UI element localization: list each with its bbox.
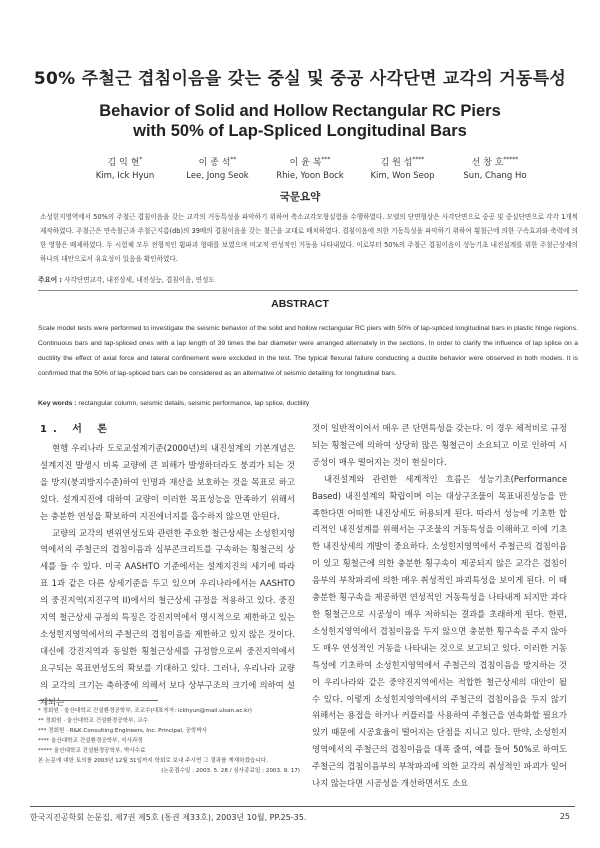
footnotes [38, 706, 300, 776]
author-2-name-en: Lee, Jong Seok [186, 171, 249, 181]
keywords-english-text: rectangular column, seismic details, seismic performance, lap splice, ductility [78, 400, 310, 407]
keywords-english [38, 400, 578, 407]
author-1-name-kr: 김 익 현 [107, 158, 140, 168]
author-5-mark: ***** [503, 156, 519, 163]
body-right-column [312, 420, 567, 792]
paper-title-korean: 50% 주철근 겹침이음을 갖는 중실 및 중공 사각단면 교각의 거동특성 [33, 69, 567, 89]
footnote: ***** 울산대학교 건설환경공학부, 박사수료 [38, 748, 146, 754]
footnote-divider [38, 700, 158, 701]
paragraph: 내진설계와 관련한 세계적인 흐름은 성능기초(Performance Based) 내진설계의 확립이며 이는 대상구조물이 목표내진성능을 만족한다면 어떠한 내진상세도 허용되게 된다. 따라서 성능에 기초한 합리적인 내진설계를 위해서는 구조물의 거동특성을 이해하고 이에 기초한 내진상세의 개발이 중요하다. 소성힌지영역에서 주철근의 겹침이음이 있고 횡철근에 의한 충분한 횡구속이 제공되지 않은 교각은 겹침이음부의 부착파괴에 의한 매우 취성적인 파괴특성을 보이게 된다. 이 때 충분한 횡구속을 제공하면 연성적인 거동특성을 나타내게 되지만 과다한 횡철근으로 시공성이 매우 저하되는 결과를 초래하게 된다. 한편, 소성힌지영역에서 겹침이음을 두지 않으면 충분한 횡구속을 주지 않아도 매우 연성적인 거동을 나타내는 것으로 보고되고 있다. 이러한 거동특성에 기초하여 소성힌지영역에서 주철근의 겹침이음을 방지하는 것이 우리나라와 같은 중약진지역에서는 적합한 철근상세의 대안이 될 수 있다. 이렇게 소성힌지영역에서의 주철근의 겹침이음을 두지 않기 위해서는 용접을 하거나 커플러를 사용하여 주철근을 연속화할 필요가 있기 때문에 시공효율이 떨어지는 단점을 지니고 있다. 만약, 소성힌지영역에서의 주철근의 겹침이음을 대폭 줄여, 예를 들어 50%로 하여도 주철근의 겹침이음부의 부착파괴에 의한 교각의 취성적인 파괴가 일어나지 않는다면 시공성을 개선하면서도 소요 [312, 473, 567, 789]
abstract-english-body: Scale model tests were performed to investigate the seismic behavior of the solid and hollow rectangular RC piers with 50% of lap-spliced longitudinal bars in plastic hinge regions. Continuous bars and lap-spliced ones with a lap length of 39 times the bar diameter were arranged alternately in the sections. In order to clarify the influence of lap splice on a ductility the effect of axial force and lateral confinement were excluded in the test. The typical flexural failure conducting a ductile behavior were observed in both models. It is confirmed that the 50% of lap-spliced bars can be considered as an alternative of seismic detailing for longitudinal bars. [38, 325, 578, 377]
author-4-name-en: Kim, Won Seop [370, 171, 435, 181]
paragraph: 것이 일반적이어서 매우 큰 단면특성을 갖는다. 이 경우 체적비로 규정되는 횡철근에 의하여 상당히 많은 횡철근이 소요되고 이로 인하여 시공성이 매우 떨어지는 것이 현실이다. [312, 423, 567, 467]
author-1 [80, 153, 170, 183]
author-5 [450, 153, 540, 183]
paragraph: 교량의 교각의 변위연성도와 관련한 주요한 철근상세는 소성힌지영역에서의 주철근의 겹침이음과 심부콘크리트를 구속하는 횡철근의 상세를 들 수 있다. 미국 AASHTO 기준에서는 설계지진의 세기에 따라 표 1과 같은 다른 상세기준을 두고 있으며 우리나라에서는 AASHTO의 중진지역(지진구역 II)에서의 철근상세 규정을 적용하고 있다. 중진지역 철근상세 규정의 특징은 강진지역에서 명시적으로 제한하고 있는 소성힌지영역에서의 주철근의 겹침이음을 제한하고 있지 않은 것이다. 대신에 강진지역과 동일한 횡철근상세를 규정함으로써 중진지역에서 요구되는 목표연성도의 확보를 기대하고 있다. 그러나, 우리나라 교량의 교각의 크기는 축하중에 의해서 보다 상부구조의 크기에 의하여 설계되는 [40, 527, 295, 707]
author-2 [173, 153, 263, 183]
keywords-korean [38, 274, 578, 284]
body-left-column [40, 440, 295, 711]
author-5-name-en: Sun, Chang Ho [463, 171, 527, 181]
author-3-mark: *** [321, 156, 331, 163]
page-number: 25 [559, 812, 570, 821]
author-3 [265, 153, 355, 183]
keywords-english-label: Key words : [38, 400, 77, 407]
author-list [80, 153, 540, 183]
author-4-name-kr: 김 원 섭 [380, 158, 413, 168]
author-4 [358, 153, 448, 183]
keywords-korean-text: 사각단면교각, 내진상세, 내진성능, 겹침이음, 연성도 [64, 276, 215, 284]
author-1-name-en: Kim, Ick Hyun [95, 171, 155, 181]
author-2-name-kr: 이 종 석 [198, 158, 231, 168]
abstract-korean-heading: 국문요약 [279, 191, 321, 203]
footnote: (논문접수일 : 2003. 5. 28 / 심사종료일 : 2003. 9. 17) [161, 768, 300, 774]
author-2-mark: ** [230, 156, 237, 163]
author-4-mark: **** [412, 156, 425, 163]
journal-footer: 한국지진공학회 논문집, 제7권 제5호 (통권 제33호), 2003년 10월, PP.25-35. [30, 813, 307, 822]
keywords-korean-label: 주요어 : [38, 276, 63, 284]
footnote: 본 논문에 대한 토의를 2003년 12월 31일까지 학회로 보내 주시면 그 결과를 게재하겠습니다. [38, 758, 268, 764]
author-1-mark: * [139, 156, 143, 163]
footnote: *** 정회원 · R&K Consulting Engineers, Inc. Principal, 공학박사 [38, 728, 208, 734]
divider [38, 290, 578, 291]
author-3-name-en: Rhie, Yoon Bock [276, 171, 344, 181]
footnote: * 정회원 · 울산대학교 건설환경공학부, 조교수(대표저자: ickhyun@mail.ulsan.ac.kr) [38, 708, 252, 714]
section-title: 1. 서 론 [40, 424, 114, 435]
footnote: ** 정회원 · 울산대학교 건설환경공학부, 교수 [38, 718, 148, 724]
footer-divider [30, 806, 575, 807]
footnote: **** 울산대학교 건설환경공학부, 석사과정 [38, 738, 143, 744]
abstract-english-heading: ABSTRACT [271, 298, 329, 310]
author-5-name-kr: 선 창 호 [471, 158, 504, 168]
author-3-name-kr: 이 윤 복 [289, 158, 322, 168]
paragraph: 현행 우리나라 도로교설계기준(2000년)의 내진설계의 기본개념은 설계지진 발생시 비록 교량에 큰 피해가 발생하더라도 붕괴가 되는 것을 방지(붕괴방지수준)하여 인명과 재산을 보호하는 것을 목표로 하고 있다. 설계지진에 대하여 교량이 이러한 목표성능을 만족하기 위해서는 충분한 연성을 확보하여 지진에너지를 흡수하지 않으면 안된다. [40, 443, 295, 521]
abstract-korean-body: 소성힌지영역에서 50%의 주철근 겹침이음을 갖는 교각의 거동특성을 파악하기 위하여 축소교각모형실험을 수행하였다. 모델의 단면형상은 사각단면으로 중공 및 중실단면으로 각각 1개씩 제작하였다. 주철근은 연속철근과 주철근지름(db)의 39배의 겹침이음을 갖는 철근을 교대로 배치하였다. 겹침이음에 의한 거동특성을 파악하기 위하여 횡철근에 의한 구속효과와 축력에 의한 영향은 배제하였다. 두 시험체 모두 전형적인 휨파괴 형태를 보였으며 비교적 연성적인 거동을 나타내었다. 이로부터 50%의 주철근 겹침이음이 성능기초 내진설계를 위한 주철근상세의 하나의 대안으로서 유효성이 있음을 확인하였다. [40, 213, 578, 263]
paper-title-english-line2: with 50% of Lap-Spliced Longitudinal Bars [133, 122, 467, 140]
paper-title-english-line1: Behavior of Solid and Hollow Rectangular RC Piers [99, 102, 501, 120]
